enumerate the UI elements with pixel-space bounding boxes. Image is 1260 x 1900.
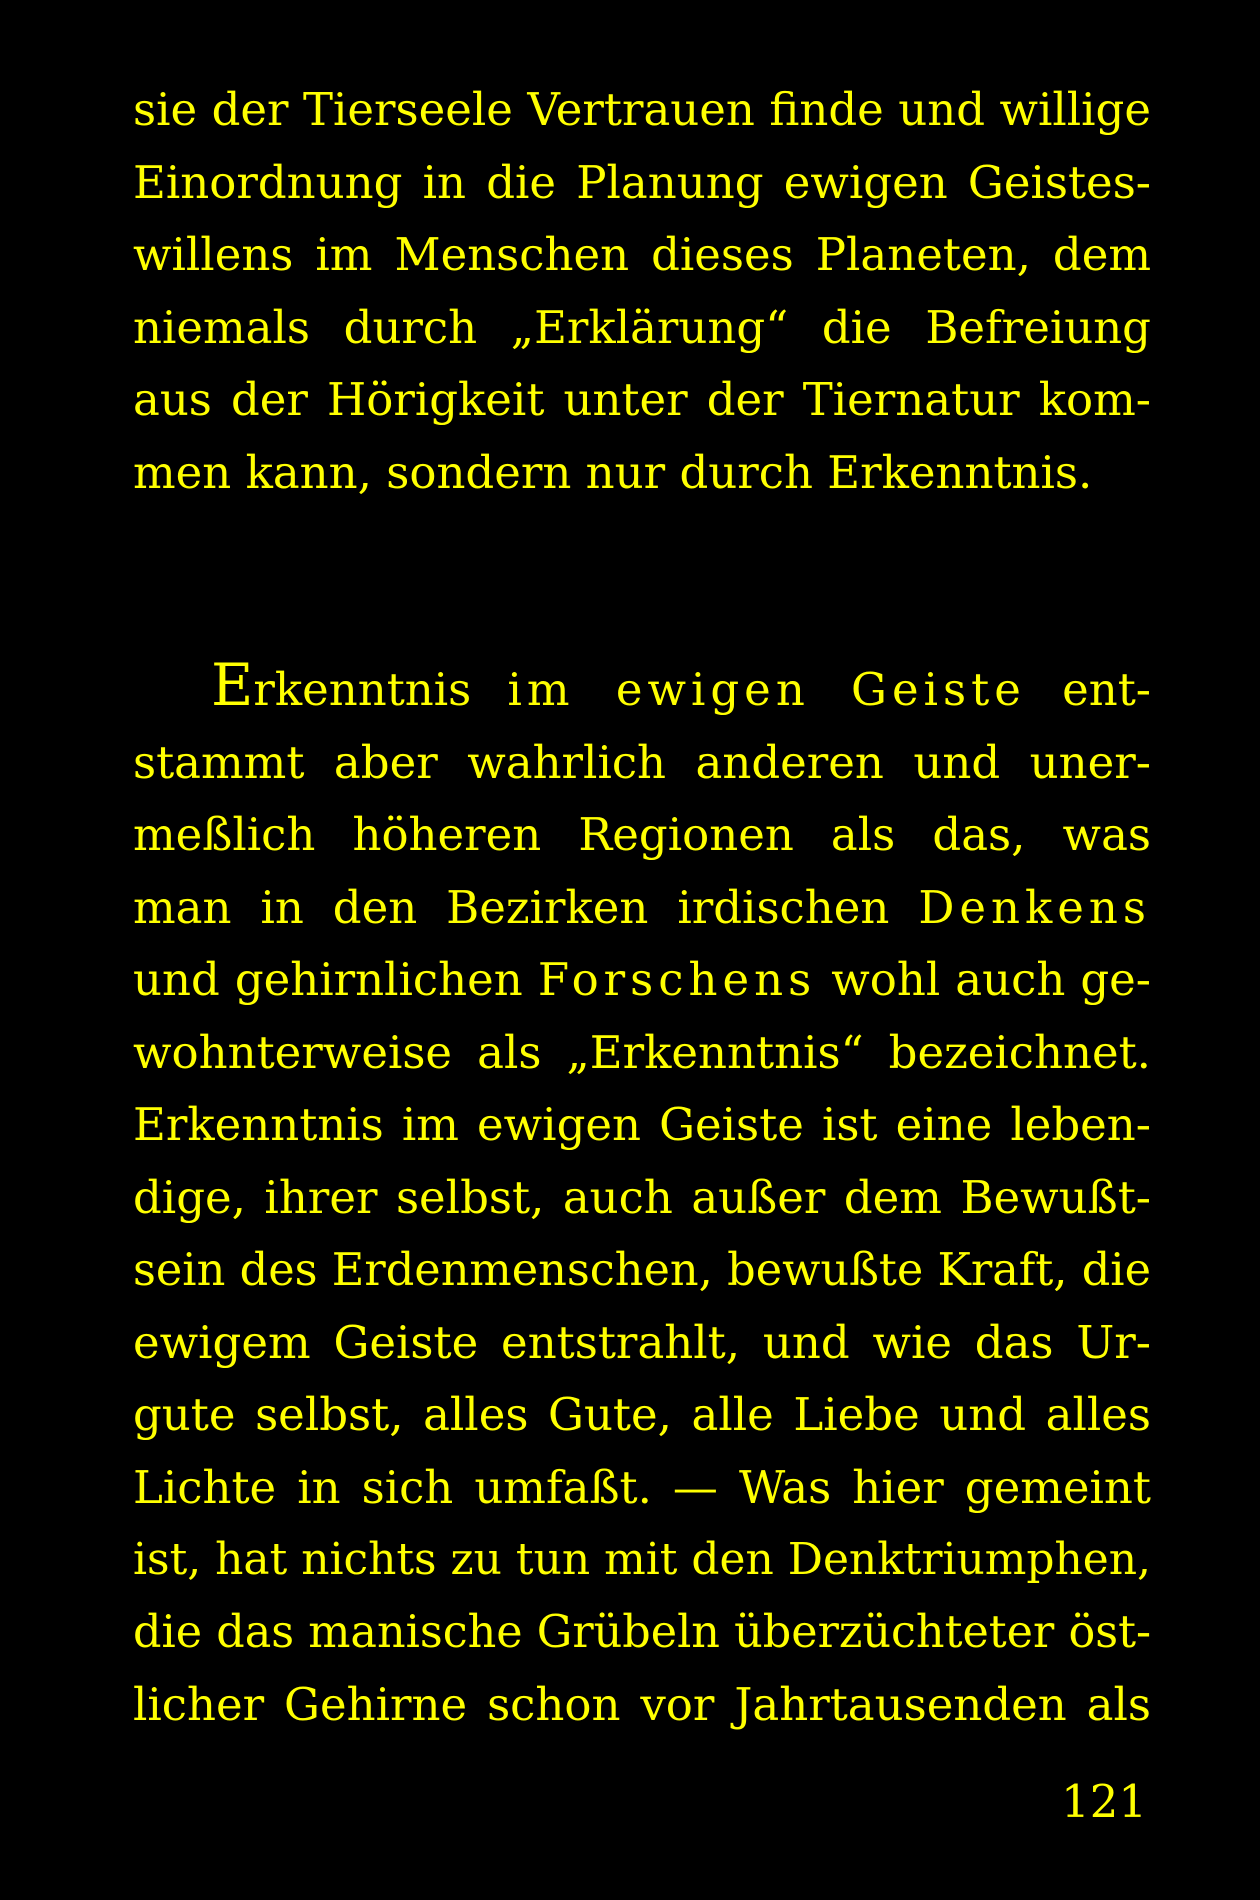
- text-line: meßlich höheren Regionen als das, was: [133, 808, 1151, 861]
- paragraph-2: [133, 651, 1152, 1742]
- page-number: 121: [1061, 1775, 1147, 1828]
- text-line: stammt aber wahrlich anderen und uner-: [133, 735, 1151, 789]
- text-line: niemals durch „Erklärung“ die Befreiung: [133, 300, 1151, 354]
- first-line-end: ent-: [1062, 663, 1151, 716]
- spaced-emphasis: im ewigen Geiste: [507, 663, 1026, 716]
- text-line: Einordnung in die Planung ewigen Geistes-: [133, 155, 1151, 209]
- text-line: ewigem Geiste entstrahlt, und wie das Ur-: [133, 1315, 1151, 1369]
- first-line-word: rkenntnis: [253, 663, 472, 716]
- text-line: sein des Erdenmenschen, bewußte Kraft, die: [133, 1244, 1151, 1296]
- text-line: die das manische Grübeln überzüchteter öst-: [133, 1606, 1151, 1658]
- text-line: ist, hat nichts zu tun mit den Denktriumphen,: [133, 1534, 1151, 1585]
- text-line: [133, 944, 1151, 1017]
- text-line: willens im Menschen dieses Planeten, dem: [133, 228, 1151, 281]
- text-line: sie der Tierseele Vertrauen finde und willige: [133, 83, 1151, 136]
- paragraph-first-line: [133, 651, 1151, 727]
- text-line: aus der Hörigkeit unter der Tiernatur kom-: [133, 373, 1151, 426]
- initial-letter: E: [211, 651, 254, 719]
- text-line: [133, 872, 1151, 945]
- text-line: licher Gehirne schon vor Jahrtausenden als: [133, 1678, 1151, 1731]
- paragraph-1: [133, 74, 1151, 509]
- spaced-emphasis: Forschens: [537, 953, 817, 1006]
- line-start: man in den Bezirken irdischen: [133, 880, 890, 934]
- text-line: men kann, sondern nur durch Erkenntnis.: [133, 445, 1093, 499]
- text-line: Lichte in sich umfaßt. — Was hier gemeint: [133, 1460, 1151, 1514]
- spaced-emphasis: Denkens: [918, 880, 1151, 934]
- line-end: wohl auch ge-: [831, 953, 1152, 1006]
- text-line: wohnterweise als „Erkenntnis“ bezeichnet.: [133, 1025, 1151, 1079]
- line-start: und gehirnlichen: [133, 953, 523, 1006]
- text-line: dige, ihrer selbst, auch außer dem Bewußt-: [133, 1170, 1151, 1224]
- text-line: gute selbst, alles Gute, alle Liebe und alles: [133, 1388, 1151, 1441]
- text-line: Erkenntnis im ewigen Geiste ist eine leben-: [133, 1098, 1151, 1151]
